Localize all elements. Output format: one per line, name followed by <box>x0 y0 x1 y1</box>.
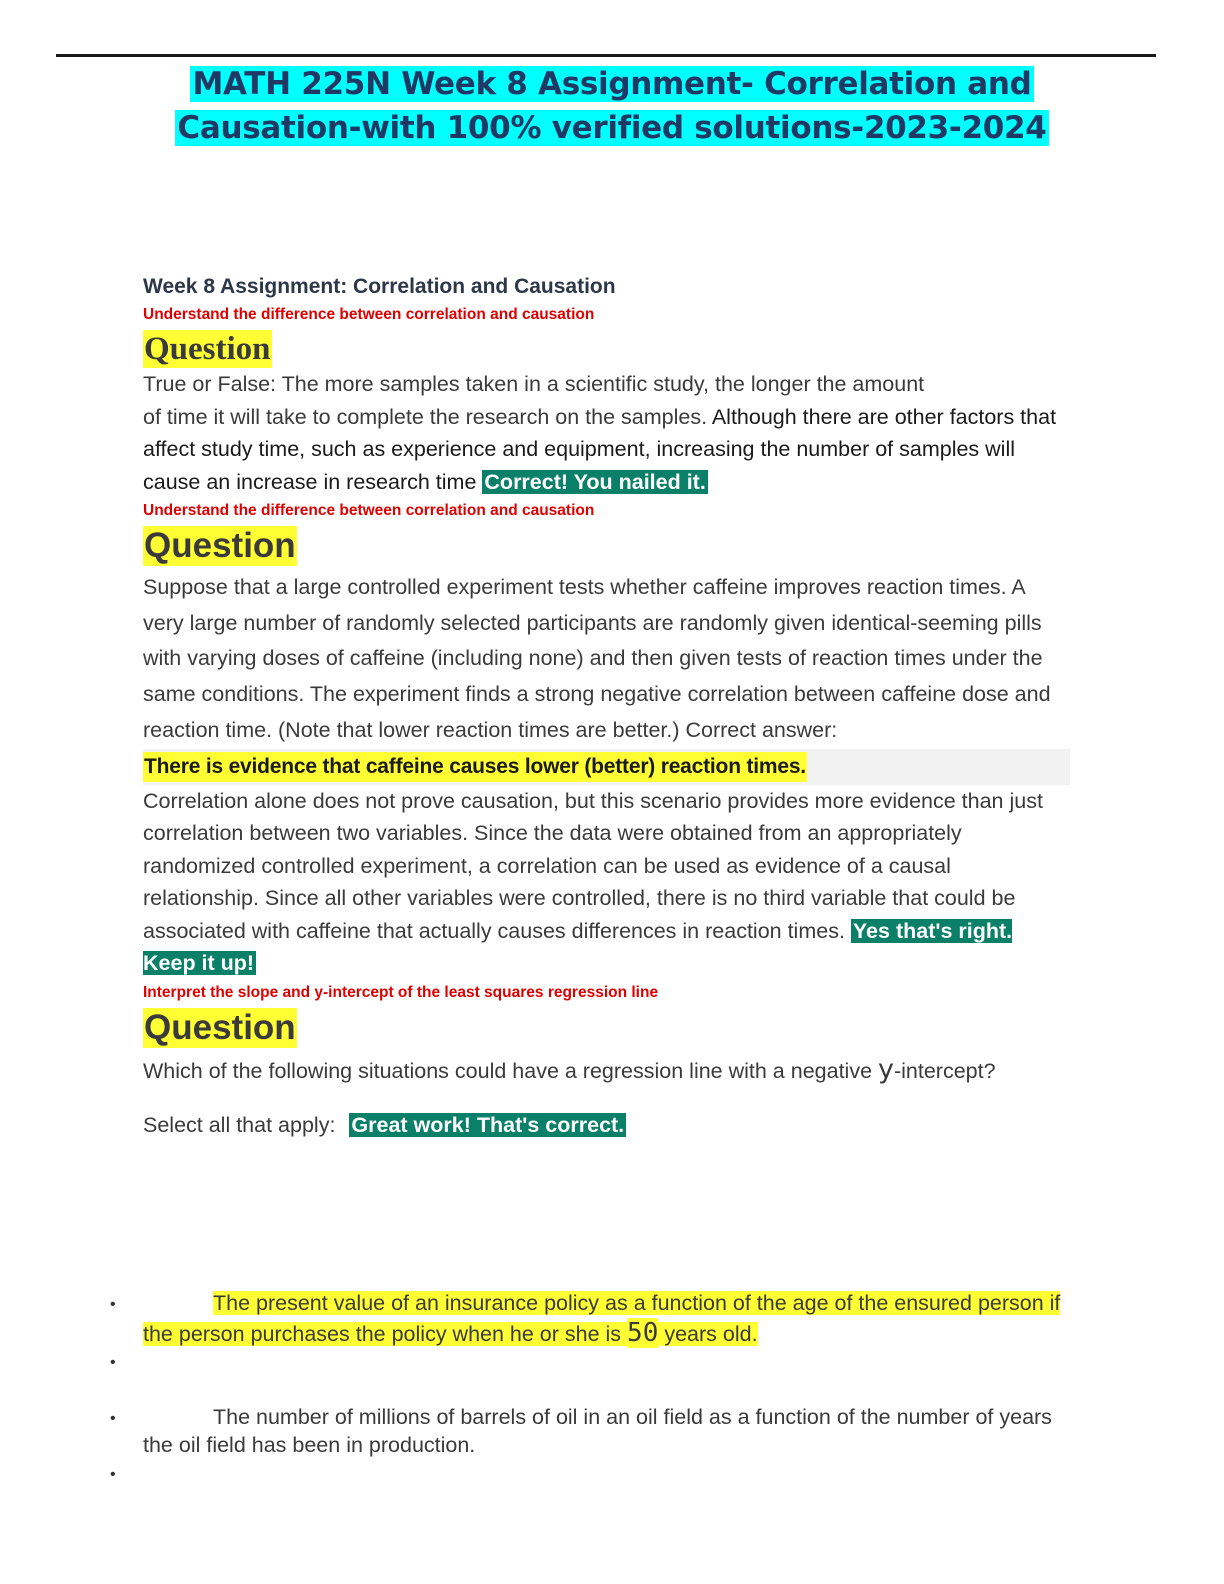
bullet-1: • <box>110 1296 116 1313</box>
question-2-answer-row <box>143 749 1063 785</box>
option-1-text-after: years old. <box>658 1322 758 1346</box>
document-title <box>0 62 1224 150</box>
question-3-text-before: Which of the following situations could have a regression line with a negative <box>143 1058 878 1083</box>
question-3-select-row <box>143 1109 1063 1142</box>
bullet-2: • <box>110 1354 116 1371</box>
question-2-explanation-text: Correlation alone does not prove causation, but this scenario provides more evidence than just correlation between two variables. Since the data were obtained from an appropriately randomized controlled experiment, a correlation can be used as evidence of a causal relationship. Since all other variables were controlled, there is no third variable that could be associated with caffeine that actually causes differences in reaction times. <box>143 788 1043 943</box>
option-2-text: The number of millions of barrels of oil in an oil field as a function of the number of years the oil field has been in production. <box>143 1405 1052 1457</box>
option-2[interactable] <box>143 1403 1073 1459</box>
question-1-text <box>143 368 1063 498</box>
question-2-text: Suppose that a large controlled experiment tests whether caffeine improves reaction times. A very large number of randomly selected participants are randomly given identical-seeming pills with varying doses of caffeine (including none) and then given tests of reaction times under the same conditions. The experiment finds a strong negative correlation between caffeine dose and reaction time. (Note that lower reaction times are better.) Correct answer: <box>143 575 1051 742</box>
question-1-explanation: Although there are other factors that affect study time, such as experience and equipment, increasing the number of samples will cause an increase in research time <box>143 404 1057 494</box>
question-2-topic: Understand the difference between correlation and causation <box>143 502 595 519</box>
bullet-3: • <box>110 1410 116 1427</box>
option-1[interactable] <box>143 1288 1073 1349</box>
option-1-number: 50 <box>627 1318 659 1348</box>
select-prompt: Select all that apply: <box>143 1112 336 1137</box>
question-1-topic: Understand the difference between correlation and causation <box>143 306 595 323</box>
question-2-feedback: Yes that's right. Keep it up! <box>143 918 1013 976</box>
title-line-1: MATH 225N Week 8 Assignment- Correlation and <box>192 66 1032 102</box>
question-1-label: Question <box>144 331 271 367</box>
bullet-4: • <box>110 1466 116 1483</box>
assignment-heading: Week 8 Assignment: Correlation and Causation <box>143 275 616 298</box>
question-1-line-1: True or False: The more samples taken in a scientific study, the longer the amount <box>143 372 925 396</box>
question-2-explanation <box>143 785 1063 980</box>
top-rule <box>56 54 1156 57</box>
question-1-line-2: of time it will take to complete the research on the samples. <box>143 404 708 429</box>
question-3-feedback: Great work! That's correct. <box>351 1112 625 1137</box>
title-line-2: Causation-with 100% verified solutions-2023-2024 <box>177 110 1047 146</box>
question-1-feedback: Correct! You nailed it. <box>484 469 706 494</box>
option-1-text-before: The present value of an insurance policy as a function of the age of the ensured person if the person purchases the policy when he or she is <box>143 1291 1061 1346</box>
question-2-label: Question <box>144 526 296 565</box>
question-3-topic: Interpret the slope and y-intercept of the least squares regression line <box>143 983 659 1001</box>
document-body <box>143 272 1063 1141</box>
question-3-text <box>143 1052 1063 1089</box>
y-variable: y <box>878 1053 894 1085</box>
question-3-label: Question <box>144 1007 296 1047</box>
question-3-text-after: -intercept? <box>893 1058 996 1083</box>
question-2-answer: There is evidence that caffeine causes lower (better) reaction times. <box>143 752 807 782</box>
